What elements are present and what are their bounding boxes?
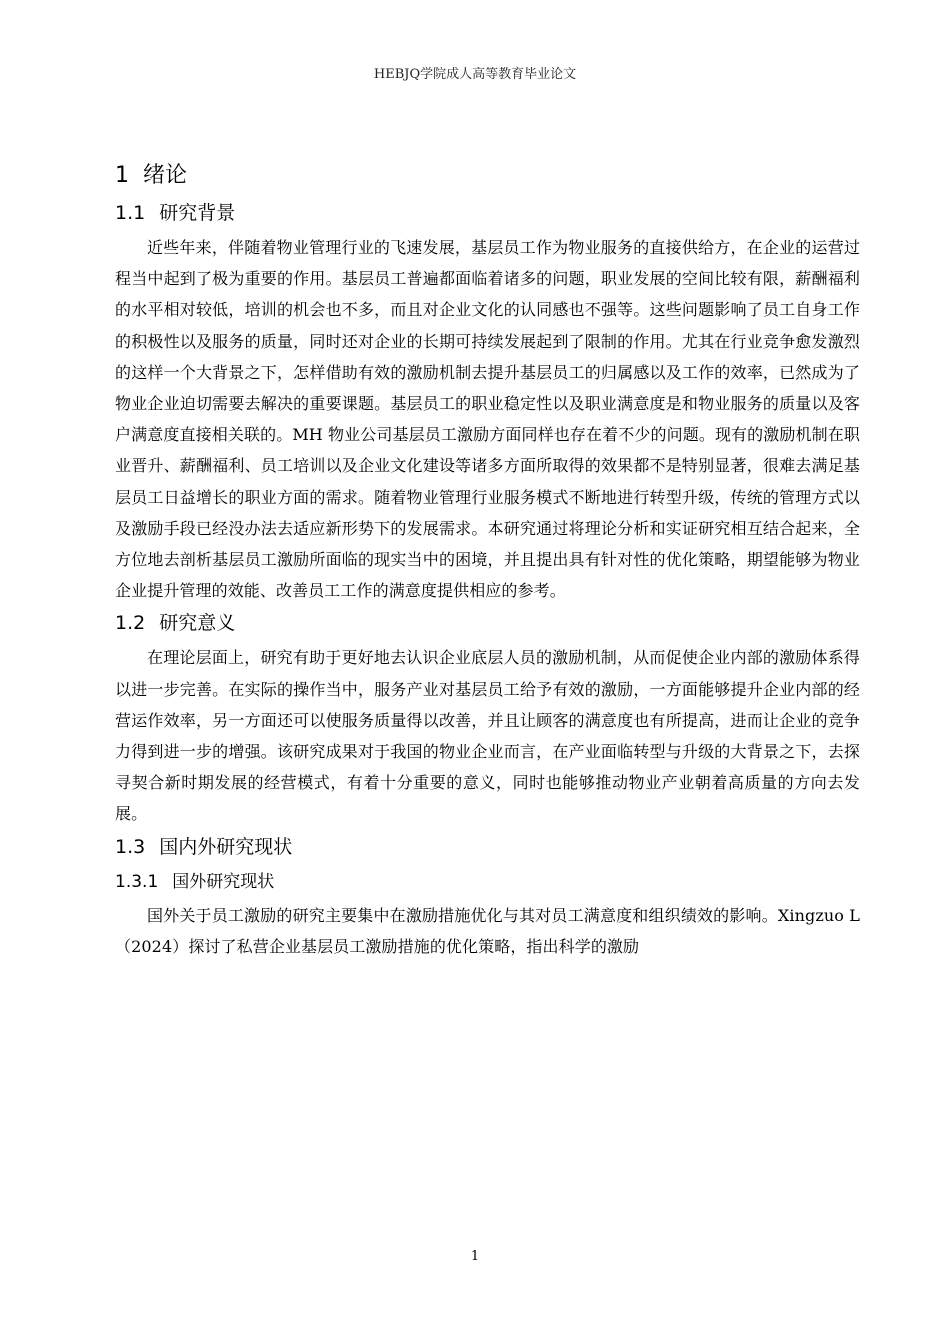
- section-title: 研究背景: [159, 202, 236, 224]
- subsection-number: 1.3.1: [115, 871, 159, 892]
- paragraph-research-significance: 在理论层面上，研究有助于更好地去认识企业底层人员的激励机制，从而促使企业内部的激励体系得以进一步完善。在实际的操作当中，服务产业对基层员工给予有效的激励，一方面能够提升企业内部的经营运作效率，另一方面还可以使服务质量得以改善，并且让顾客的满意度也有所提高，进而让企业的竞争力得到进一步的增强。该研究成果对于我国的物业企业而言，在产业面临转型与升级的大背景之下，去探寻契合新时期发展的经营模式，有着十分重要的意义，同时也能够推动物业产业朝着高质量的方向去发展。: [115, 648, 860, 824]
- subsection-heading-1-3-1: [115, 866, 860, 898]
- body-content: [115, 158, 860, 962]
- section-title: 国内外研究现状: [159, 835, 293, 858]
- header-divider: [115, 90, 860, 91]
- section-title: 研究意义: [159, 612, 236, 635]
- section-heading-1-1: [115, 196, 860, 230]
- running-header: HEBJQ学院成人高等教育毕业论文: [373, 67, 577, 82]
- section-heading-1-2: [115, 606, 860, 640]
- subsection-title: 国外研究现状: [172, 871, 275, 892]
- chapter-heading: [115, 158, 860, 194]
- section-number: 1.3: [115, 835, 146, 858]
- paragraph-foreign-research: 国外关于员工激励的研究主要集中在激励措施优化与其对员工满意度和组织绩效的影响。Xingzuo L（2024）探讨了私营企业基层员工激励措施的优化策略，指出科学的激励: [115, 905, 860, 956]
- chapter-title: 绪论: [143, 163, 188, 188]
- page-number: 1: [470, 1249, 480, 1264]
- section-number: 1.1: [115, 202, 146, 224]
- paragraph-research-background: 近些年来，伴随着物业管理行业的飞速发展，基层员工作为物业服务的直接供给方，在企业的运营过程当中起到了极为重要的作用。基层员工普遍都面临着诸多的问题，职业发展的空间比较有限，薪酬福利的水平相对较低，培训的机会也不多，而且对企业文化的认同感也不强等。这些问题影响了员工自身工作的积极性以及服务的质量，同时还对企业的长期可持续发展起到了限制的作用。尤其在行业竞争愈发激烈的这样一个大背景之下，怎样借助有效的激励机制去提升基层员工的归属感以及工作的效率，已然成为了物业企业迫切需要去解决的重要课题。基层员工的职业稳定性以及职业满意度是和物业服务的质量以及客户满意度直接相关联的。MH 物业公司基层员工激励方面同样也存在着不少的问题。现有的激励机制在职业晋升、薪酬福利、员工培训以及企业文化建设等诸多方面所取得的效果都不是特别显著，很难去满足基层员工日益增长的职业方面的需求。随着物业管理行业服务模式不断地进行转型升级，传统的管理方式以及激励手段已经没办法去适应新形势下的发展需求。本研究通过将理论分析和实证研究相互结合起来，全方位地去剖析基层员工激励所面临的现实当中的困境，并且提出具有针对性的优化策略，期望能够为物业企业提升管理的效能、改善员工工作的满意度提供相应的参考。: [115, 238, 860, 601]
- chapter-number: 1: [115, 163, 129, 188]
- section-number: 1.2: [115, 612, 146, 635]
- section-heading-1-3: [115, 830, 860, 864]
